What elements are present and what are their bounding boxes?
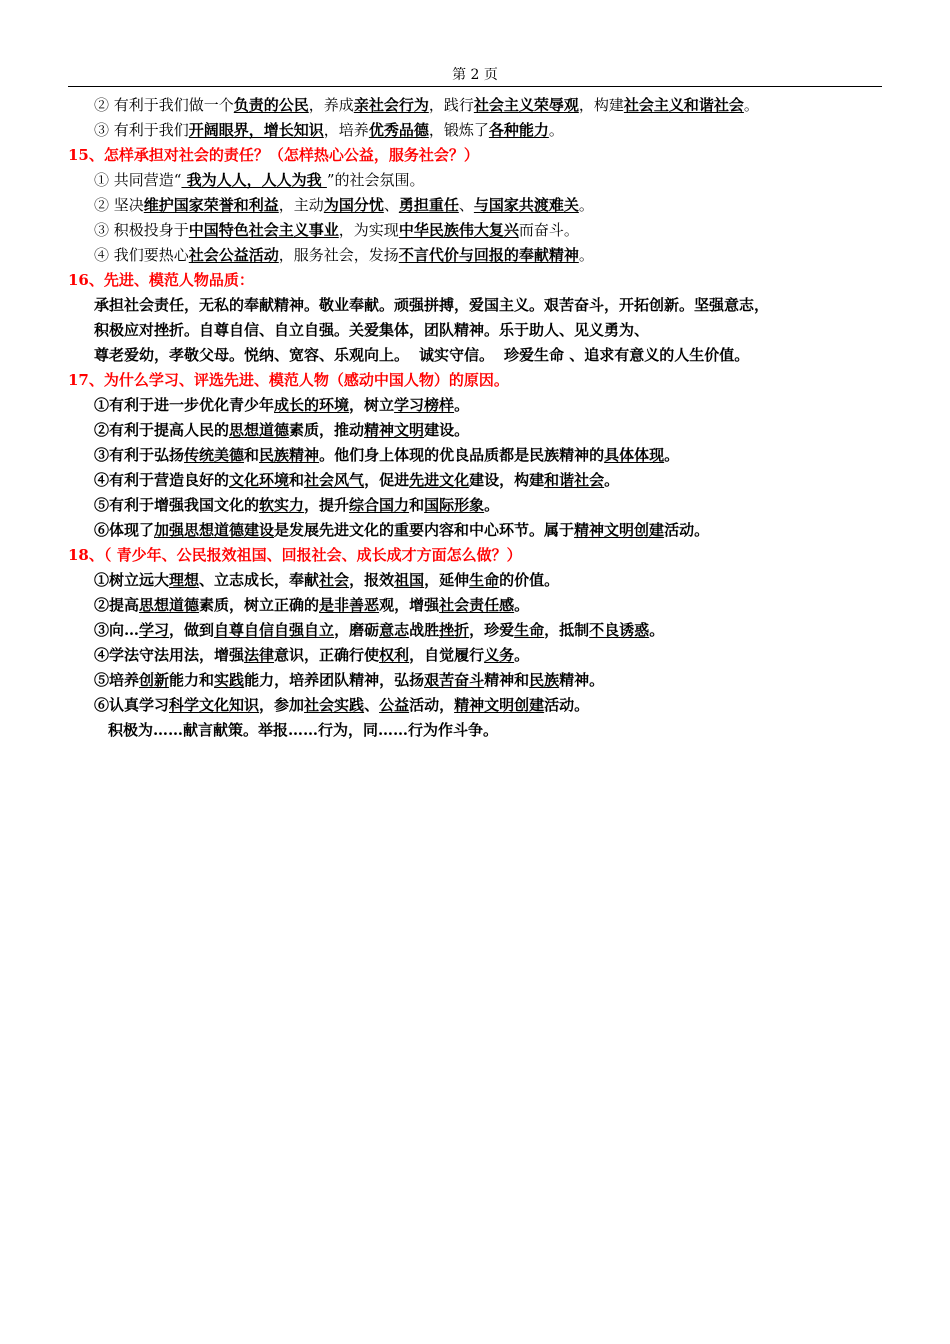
key-term: 生命 [514, 621, 545, 639]
key-term: 社会公益活动 [188, 246, 279, 264]
key-term: 义务 [484, 646, 515, 664]
key-term: 国际形象 [424, 496, 485, 514]
key-term: 公益 [379, 696, 410, 714]
s17-line-4: ④有利于营造良好的文化环境和社会风气，促进先进文化建设，构建和谐社会。 [94, 471, 620, 489]
key-term: 社会实践 [304, 696, 365, 714]
heading-15: 15、怎样承担对社会的责任？（怎样热心公益，服务社会？） [68, 146, 479, 164]
page-header [68, 64, 882, 87]
key-term: 负责的公民 [233, 96, 309, 114]
key-term: 意志 [379, 621, 410, 639]
cont-line-2: ② 有利于我们做一个负责的公民，养成亲社会行为，践行社会主义荣辱观，构建社会主义和谐社会。 [94, 96, 759, 114]
key-term: 权利 [379, 646, 410, 664]
heading-17: 17、为什么学习、评选先进、模范人物（感动中国人物）的原因。 [68, 371, 509, 389]
key-term: 社会主义荣辱观 [473, 96, 579, 114]
s18-line-4: ④学法守法用法，增强法律意识，正确行使权利，自觉履行义务。 [94, 646, 530, 664]
key-term: 自尊自信自强自立 [214, 621, 335, 639]
s18-line-6: ⑥认真学习科学文化知识，参加社会实践、公益活动，精神文明创建活动。 [94, 696, 590, 714]
key-term: 精神文明 [364, 421, 425, 439]
key-term: 勇担重任 [398, 196, 459, 214]
key-term: 民族精神 [259, 446, 320, 464]
key-term: 社会主义和谐社会 [623, 96, 744, 114]
key-term: 实践 [214, 671, 245, 689]
s16-line-2: 积极应对挫折。自尊自信、自立自强。关爱集体，团队精神。乐于助人、见义勇为、 [94, 321, 650, 339]
key-term: 传统美德 [184, 446, 245, 464]
key-term: 民族 [529, 671, 560, 689]
key-term: 不言代价与回报的奉献精神 [398, 246, 579, 264]
s17-line-3: ③有利于弘扬传统美德和民族精神。他们身上体现的优良品质都是民族精神的具体体现。 [94, 446, 680, 464]
s16-line-3: 尊老爱幼，孝敬父母。悦纳、宽容、乐观向上。 诚实守信。 珍爱生命 、追求有意义的人生价值。 [94, 346, 750, 364]
key-term: 思想道德 [139, 596, 200, 614]
key-term: 社会责任感 [439, 596, 515, 614]
key-term: 科学文化知识 [169, 696, 260, 714]
key-term: 精神文明创建 [574, 521, 665, 539]
s16-line-1: 承担社会责任，无私的奉献精神。敬业奉献。顽强拼搏，爱国主义。艰苦奋斗，开拓创新。坚强意志， [94, 296, 770, 314]
heading-16: 16、先进、模范人物品质： [68, 271, 254, 289]
key-term: 理想 [169, 571, 200, 589]
key-term: 生命 [469, 571, 500, 589]
key-term: 软实力 [259, 496, 305, 514]
key-term: 综合国力 [349, 496, 410, 514]
key-term: 我为人人，人人为我 [181, 171, 327, 189]
key-term: 法律 [244, 646, 275, 664]
key-term: 创新 [139, 671, 170, 689]
s15-line-4: ④ 我们要热心社会公益活动，服务社会，发扬不言代价与回报的奉献精神。 [94, 246, 594, 264]
heading-18: 18、（ 青少年、公民报效祖国、回报社会、成长成才方面怎么做？） [68, 546, 522, 564]
key-term: 先进文化 [409, 471, 470, 489]
key-term: 是非善恶 [319, 596, 380, 614]
page-number: 第 2 页 [452, 67, 498, 83]
key-term: 学习榜样 [394, 396, 455, 414]
s18-line-7: 积极为……献言献策。举报……行为，同……行为作斗争。 [108, 721, 499, 739]
key-term: 学习 [139, 621, 170, 639]
s17-line-2: ②有利于提高人民的思想道德素质，推动精神文明建设。 [94, 421, 470, 439]
key-term: 社会 [319, 571, 350, 589]
key-term: 文化环境 [229, 471, 290, 489]
key-term: 优秀品德 [368, 121, 429, 139]
key-term: 中华民族伟大复兴 [398, 221, 519, 239]
key-term: 与国家共渡难关 [473, 196, 579, 214]
s17-line-5: ⑤有利于增强我国文化的软实力，提升综合国力和国际形象。 [94, 496, 500, 514]
s15-line-1: ① 共同营造“ 我为人人，人人为我 ”的社会氛围。 [94, 171, 425, 189]
key-term: 不良诱惑 [589, 621, 650, 639]
s15-line-3: ③ 积极投身于中国特色社会主义事业，为实现中华民族伟大复兴而奋斗。 [94, 221, 579, 239]
key-term: 思想道德 [229, 421, 290, 439]
s15-line-2: ② 坚决维护国家荣誉和利益，主动为国分忧、勇担重任、与国家共渡难关。 [94, 196, 594, 214]
key-term: 为国分忧 [323, 196, 384, 214]
key-term: 各种能力 [488, 121, 549, 139]
key-term: 成长的环境 [274, 396, 350, 414]
s18-line-5: ⑤培养创新能力和实践能力，培养团队精神，弘扬艰苦奋斗精神和民族精神。 [94, 671, 605, 689]
key-term: 社会风气 [304, 471, 365, 489]
key-term: 维护国家荣誉和利益 [143, 196, 279, 214]
s18-line-1: ①树立远大理想、立志成长，奉献社会，报效祖国，延伸生命的价值。 [94, 571, 560, 589]
key-term: 加强思想道德建设 [154, 521, 275, 539]
key-term: 祖国 [394, 571, 425, 589]
key-term: 具体体现 [604, 446, 665, 464]
s17-line-6: ⑥体现了加强思想道德建设是发展先进文化的重要内容和中心环节。属于精神文明创建活动。 [94, 521, 710, 539]
s17-line-1: ①有利于进一步优化青少年成长的环境，树立学习榜样。 [94, 396, 470, 414]
cont-line-3: ③ 有利于我们开阔眼界，增长知识，培养优秀品德，锻炼了各种能力。 [94, 121, 564, 139]
s18-line-3: ③向…学习，做到自尊自信自强自立，磨砺意志战胜挫折，珍爱生命，抵制不良诱惑。 [94, 621, 665, 639]
key-term: 挫折 [439, 621, 470, 639]
key-term: 艰苦奋斗 [424, 671, 485, 689]
key-term: 开阔眼界，增长知识 [188, 121, 324, 139]
s18-line-2: ②提高思想道德素质，树立正确的是非善恶观，增强社会责任感。 [94, 596, 530, 614]
key-term: 亲社会行为 [353, 96, 429, 114]
document-body [68, 93, 882, 743]
key-term: 中国特色社会主义事业 [188, 221, 339, 239]
key-term: 和谐社会 [544, 471, 605, 489]
key-term: 精神文明创建 [454, 696, 545, 714]
